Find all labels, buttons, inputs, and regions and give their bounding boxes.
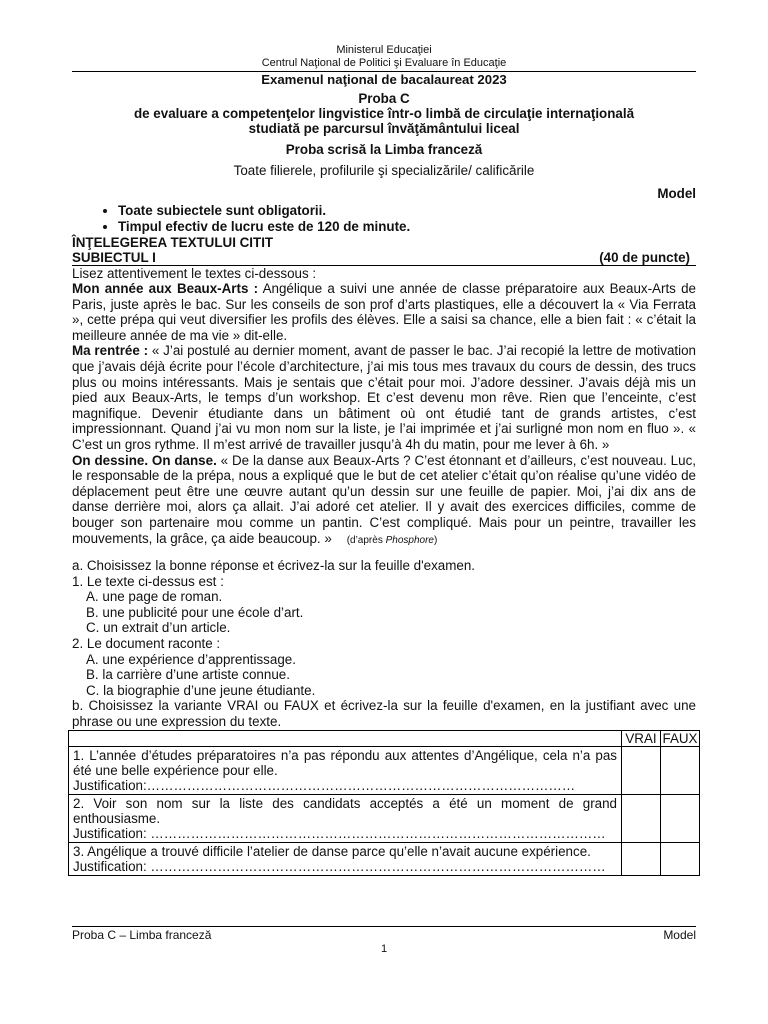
subject-label: SUBIECTUL I — [72, 250, 156, 265]
footer-right: Model — [663, 928, 696, 942]
statement-cell — [69, 746, 622, 794]
reading-instruction: Lisez attentivement le textes ci-dessous : — [72, 266, 317, 281]
section-title: ÎNŢELEGEREA TEXTULUI CITIT — [72, 235, 274, 250]
column-false: FAUX — [661, 730, 700, 746]
exam-title: Examenul naţional de bacalaureat 2023 — [261, 72, 507, 87]
subject-points: (40 de puncte) — [599, 250, 690, 265]
statement-text: 3. Angélique a trouvé difficile l’atelier de danse parce qu’elle n’avait aucune expérience. — [73, 843, 591, 859]
answer-option: C. la biographie d’une jeune étudiante. — [86, 682, 316, 698]
model-label: Model — [657, 186, 696, 201]
table-header-empty — [69, 730, 622, 746]
false-cell — [661, 746, 700, 794]
answer-option: B. une publicité pour une école d’art. — [86, 604, 304, 620]
ministry-name: Ministerul Educaţiei — [336, 44, 432, 56]
streams-line: Toate filierele, profilurile şi specializările/ calificările — [233, 163, 535, 178]
table-header-row — [69, 730, 700, 746]
exam-page — [72, 44, 696, 876]
table-row — [69, 794, 700, 842]
proba-title: Proba C — [358, 91, 410, 106]
paragraph-title: Mon année aux Beaux-Arts : — [72, 281, 259, 296]
part-a-instruction: a. Choisissez la bonne réponse et écrivez-la sur la feuille d'examen. — [72, 558, 476, 574]
written-test-title: Proba scrisă la Limba franceză — [285, 142, 483, 157]
justification-line: Justification:…………………………………………………………………………………… — [73, 777, 576, 793]
subtitle-line-2: studiată pe parcursul învăţământului liceal — [248, 121, 520, 136]
true-cell — [622, 746, 661, 794]
statement-cell — [69, 842, 622, 875]
text-paragraph-2 — [72, 343, 696, 452]
text-paragraph-3 — [72, 453, 696, 549]
center-name: Centrul Naţional de Politici şi Evaluare în Educaţie — [261, 57, 507, 69]
true-cell — [622, 794, 661, 842]
table-row — [69, 842, 700, 875]
page-number: 1 — [380, 943, 388, 955]
question-2: 2. Le document raconte : — [72, 636, 221, 652]
true-cell — [622, 842, 661, 875]
text-source: (d’après Phosphore) — [346, 534, 438, 546]
statement-text: 2. Voir son nom sur la liste des candidats acceptés a été un moment de grand enthousiasme. — [73, 795, 617, 826]
source-name: Phosphore — [385, 534, 434, 546]
page-footer — [72, 926, 696, 942]
subject-heading — [72, 250, 696, 266]
answer-option: A. une expérience d’apprentissage. — [86, 651, 296, 667]
text-paragraph-1 — [72, 281, 696, 343]
rule-item: • Toate subiectele sunt obligatorii. — [118, 203, 696, 219]
rule-item: • Timpul efectiv de lucru este de 120 de minute. — [118, 219, 696, 235]
statement-text: 1. L’année d’études préparatoires n’a pas répondu aux attentes d’Angélique, cela n’a pas été une belle expérience pour elle. — [73, 747, 617, 778]
paragraph-body: « J’ai postulé au dernier moment, avant de passer le bac. J’ai recopié la lettre de motivation que j’avais déjà écrite pour l’école d’architecture, j’ai mis tous mes travaux du cours de dessin, des trucs plus ou moins intéressants. Mais je sentais que c’était pour moi. J’adore dessiner. J’avais déjà mis un pied aux Beaux-Arts, le temps d’un workshop. Et c’est devenu mon rêve. Rien que l’enceinte, c’est magnifique. Devenir étudiante dans un bâtiment où ont étudié tant de grands artistes, c’est impressionnant. Quand j’ai vu mon nom sur la liste, je l’ai imprimée et j’ai surligné mon nom en fluo ». « C’est un gros rythme. Il m’est arrivé de travailler jusqu’à 4h du matin, pour me lever à 6h. » — [72, 343, 696, 452]
justification-line: Justification: ………………………………………………………………………………………… — [73, 858, 606, 874]
answer-option: A. une page de roman. — [86, 589, 223, 605]
rules-list — [72, 203, 696, 235]
column-true: VRAI — [622, 730, 661, 746]
footer-left: Proba C – Limba franceză — [72, 928, 212, 942]
statement-cell — [69, 794, 622, 842]
question-1: 1. Le texte ci-dessus est : — [72, 573, 224, 589]
table-row — [69, 746, 700, 794]
justification-line: Justification: ………………………………………………………………………………………… — [73, 825, 606, 841]
paragraph-body: Angélique a suivi une année de classe préparatoire aux Beaux-Arts de Paris, juste après le bac. Sur les conseils de son prof d’arts plastiques, elle a découvert la « Via Ferrata », cette prépa qui veut diversifier les profils des élèves. Elle a saisi sa chance, elle a bien fait : « c’était la meilleure année de ma vie » dit-elle. — [72, 281, 696, 343]
paragraph-body: « De la danse aux Beaux-Arts ? C’est étonnant et d’ailleurs, c’est nouveau. Luc, le responsable de la prépa, nous a expliqué que le but de cet atelier c’était qu’on réalise qu’une vidéo de déplacement peut être une œuvre autant qu’un dessin sur une feuille de papier. Moi, j’ai dix ans de danse derrière moi, alors ça allait. J’ai adoré cet atelier. Il y avait des exercices difficiles, comme de bouger son partenaire mou comme un pantin. C’est compliqué. Mais pour un peintre, travailler les mouvements, la grâce, ça aide beaucoup. » — [72, 452, 696, 546]
false-cell — [661, 794, 700, 842]
answer-option: B. la carrière d’une artiste connue. — [86, 667, 290, 683]
answer-option: C. un extrait d’un article. — [86, 620, 231, 636]
part-b-instruction: b. Choisissez la variante VRAI ou FAUX et écrivez-la sur la feuille d'examen, en la justifiant avec une phrase ou une expression du texte. — [72, 698, 696, 730]
paragraph-title: On dessine. On danse. — [72, 452, 217, 468]
paragraph-title: Ma rentrée : — [72, 343, 149, 359]
false-cell — [661, 842, 700, 875]
true-false-table — [68, 730, 700, 876]
subtitle-line-1: de evaluare a competenţelor lingvistice într-o limbă de circulaţie internaţională — [133, 106, 635, 121]
